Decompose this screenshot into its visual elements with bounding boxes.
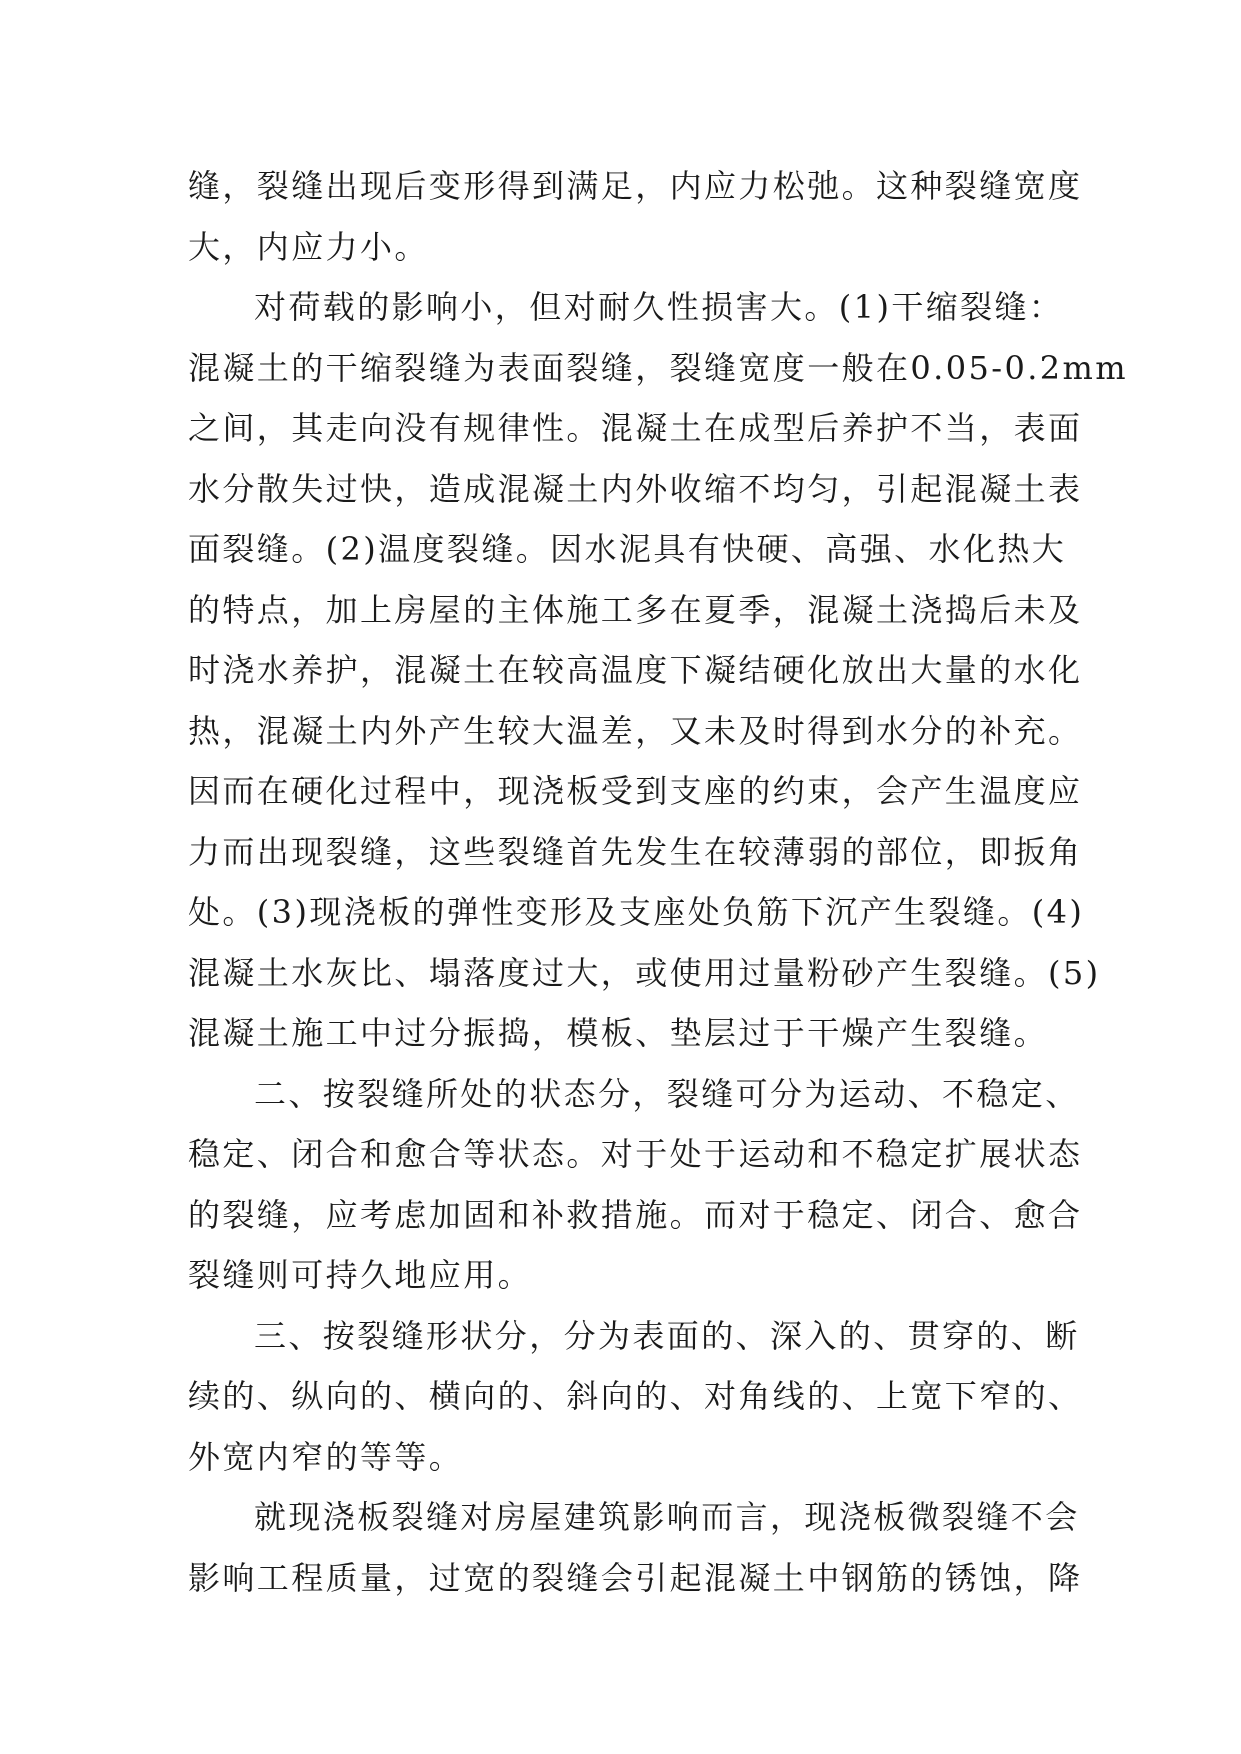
text-line: 就现浇板裂缝对房屋建筑影响而言，现浇板微裂缝不会 [254, 1498, 1080, 1536]
text-line: 二、按裂缝所处的状态分，裂缝可分为运动、不稳定、 [254, 1074, 1080, 1113]
text-line: 对荷载的影响小，但对耐久性损害大。(1)干缩裂缝： [254, 288, 1064, 326]
body-text [188, 156, 1129, 1608]
text-line: 的特点，加上房屋的主体施工多在夏季，混凝土浇捣后未及 [188, 590, 1083, 629]
text-line: 热，混凝土内外产生较大温差，又未及时得到水分的补充。 [188, 711, 1083, 750]
text-line: 裂缝则可持久地应用。 [188, 1256, 533, 1294]
text-line: 影响工程质量，过宽的裂缝会引起混凝土中钢筋的锈蚀，降 [188, 1558, 1083, 1597]
text-line: 水分散失过快，造成混凝土内外收缩不均匀，引起混凝土表 [188, 469, 1083, 508]
text-line: 稳定、闭合和愈合等状态。对于处于运动和不稳定扩展状态 [188, 1135, 1083, 1173]
text-line: 续的、纵向的、横向的、斜向的、对角线的、上宽下窄的、 [188, 1377, 1083, 1415]
text-line: 大，内应力小。 [188, 227, 429, 266]
text-line: 时浇水养护，混凝土在较高温度下凝结硬化放出大量的水化 [188, 651, 1083, 689]
text-line: 缝，裂缝出现后变形得到满足，内应力松弛。这种裂缝宽度 [188, 167, 1083, 205]
text-line: 处。(3)现浇板的弹性变形及支座处负筋下沉产生裂缝。(4) [188, 893, 1085, 931]
text-line: 混凝土施工中过分振捣，模板、垫层过于干燥产生裂缝。 [188, 1014, 1049, 1052]
text-line: 混凝土水灰比、塌落度过大，或使用过量粉砂产生裂缝。(5) [188, 953, 1101, 992]
text-line: 因而在硬化过程中，现浇板受到支座的约束，会产生温度应 [188, 772, 1083, 810]
text-line: 外宽内窄的等等。 [188, 1437, 464, 1476]
text-line: 之间，其走向没有规律性。混凝土在成型后养护不当，表面 [188, 409, 1083, 447]
text-line: 力而出现裂缝，这些裂缝首先发生在较薄弱的部位，即扳角 [188, 832, 1083, 871]
text-line: 的裂缝，应考虑加固和补救措施。而对于稳定、闭合、愈合 [188, 1195, 1083, 1234]
text-line: 混凝土的干缩裂缝为表面裂缝，裂缝宽度一般在0.05-0.2mm [188, 348, 1129, 387]
text-line: 三、按裂缝形状分，分为表面的、深入的、贯穿的、断 [254, 1316, 1080, 1355]
text-line: 面裂缝。(2)温度裂缝。因水泥具有快硬、高强、水化热大 [188, 530, 1067, 568]
